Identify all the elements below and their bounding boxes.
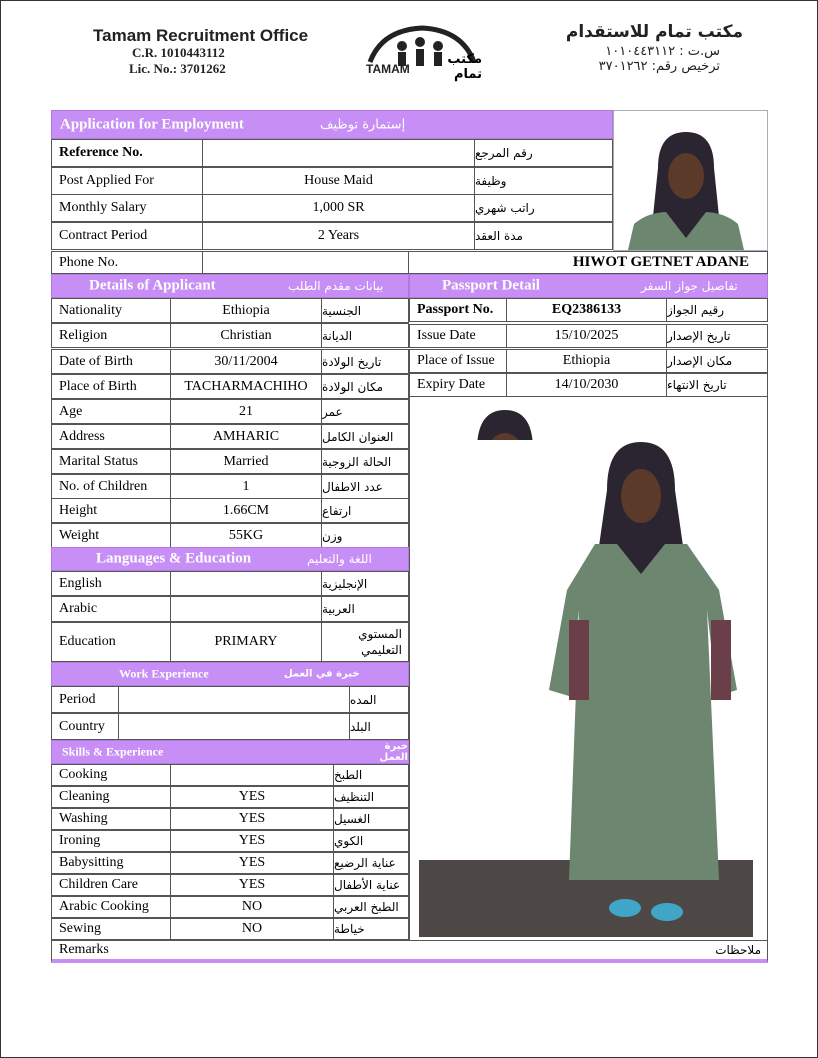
work-title-bar <box>51 662 409 686</box>
applicant-row-label: Weight <box>51 523 171 548</box>
skills-row-value: YES <box>170 852 334 874</box>
application-title-ar: إستمارة توظيف <box>320 117 406 132</box>
license-number-en: Lic. No.: 3701262 <box>129 61 226 76</box>
applicant-row-label-ar: عدد الاطفال <box>321 474 409 499</box>
work-row-label-ar: المده <box>349 686 409 713</box>
applicant-full-name: HIWOT GETNET ADANE <box>408 251 768 274</box>
languages-row-label: English <box>51 571 171 596</box>
applicant-row-value: AMHARIC <box>170 424 322 449</box>
passport-row-value: 15/10/2025 <box>506 324 667 348</box>
languages-row-value: PRIMARY <box>170 622 322 662</box>
languages-title-en: Languages & Education <box>96 550 252 567</box>
work-row-value <box>118 713 350 740</box>
skills-title-ar: خبرة العمل <box>379 741 408 763</box>
passport-row-label: Issue Date <box>409 324 507 348</box>
application-row-label: Post Applied For <box>51 167 203 195</box>
skills-row-label: Cooking <box>51 764 171 786</box>
application-row-label: Reference No. <box>51 139 203 167</box>
applicant-row-label: Nationality <box>51 298 171 323</box>
skills-row-label-ar: عناية الأطفال <box>333 874 409 896</box>
applicant-row-label-ar: ارتفاع <box>321 498 409 523</box>
applicant-row-label: Religion <box>51 323 171 348</box>
skills-row-value <box>170 764 334 786</box>
applicant-row-label: Place of Birth <box>51 374 171 399</box>
applicant-row-label: Age <box>51 399 171 424</box>
passport-row-label: Expiry Date <box>409 373 507 397</box>
skills-row-value: YES <box>170 830 334 852</box>
skills-row-label: Washing <box>51 808 171 830</box>
applicant-title-en: Details of Applicant <box>89 277 216 294</box>
remarks-label: Remarks <box>59 942 109 957</box>
phone-value <box>202 251 409 274</box>
languages-row-value <box>170 596 322 622</box>
full-body-photo <box>419 440 753 937</box>
applicant-row-value: TACHARMACHIHO <box>170 374 322 399</box>
application-row-label-ar: وظيفة <box>474 167 613 195</box>
passport-row-label-ar: مكان الإصدار <box>666 349 768 373</box>
applicant-title-ar: بيانات مقدم الطلب <box>288 279 384 293</box>
application-row-label-ar: رقم المرجع <box>474 139 613 167</box>
applicant-row-label-ar: وزن <box>321 523 409 548</box>
applicant-row-value: 55KG <box>170 523 322 548</box>
work-title-en: Work Experience <box>119 666 209 681</box>
remarks-label-ar: ملاحظات <box>715 943 761 957</box>
skills-row-label: Cleaning <box>51 786 171 808</box>
application-row-label: Monthly Salary <box>51 194 203 222</box>
work-row-label: Country <box>51 713 119 740</box>
skills-title-en: Skills & Experience <box>62 744 164 759</box>
skills-row-label: Ironing <box>51 830 171 852</box>
languages-row-label: Education <box>51 622 171 662</box>
portrait-photo <box>628 128 744 250</box>
languages-row-value <box>170 571 322 596</box>
application-row-value: House Maid <box>202 167 475 195</box>
skills-title-bar <box>51 740 409 764</box>
skills-row-label-ar: خياطة <box>333 918 409 940</box>
skills-row-label-ar: التنظيف <box>333 786 409 808</box>
applicant-title-bar <box>51 274 409 298</box>
applicant-row-value: 1.66CM <box>170 498 322 523</box>
applicant-row-label: No. of Children <box>51 474 171 499</box>
application-row-label-ar: مدة العقد <box>474 222 613 250</box>
applicant-row-value: Married <box>170 449 322 474</box>
languages-title-bar <box>51 547 409 571</box>
cr-number-en: C.R. 1010443112 <box>132 45 225 60</box>
languages-row-label-ar: المستوي التعليمي <box>321 622 409 662</box>
work-row-label-ar: البلد <box>349 713 409 740</box>
passport-title-en: Passport Detail <box>442 277 540 294</box>
applicant-row-value: Christian <box>170 323 322 348</box>
application-title-en: Application for Employment <box>60 116 244 132</box>
applicant-row-label-ar: الحالة الزوجية <box>321 449 409 474</box>
work-row-value <box>118 686 350 713</box>
license-number-ar: ترخيص رقم: ٣٧٠١٢٦٢ <box>598 59 720 74</box>
applicant-row-value: 21 <box>170 399 322 424</box>
skills-row-label: Babysitting <box>51 852 171 874</box>
logo-text-en: TAMAM <box>366 62 410 76</box>
skills-row-value: YES <box>170 786 334 808</box>
passport-row-label: Place of Issue <box>409 349 507 373</box>
applicant-row-label-ar: العنوان الكامل <box>321 424 409 449</box>
skills-row-value: YES <box>170 808 334 830</box>
skills-row-label-ar: الطبخ <box>333 764 409 786</box>
passport-title-ar: تفاصيل جواز السفر <box>641 279 738 293</box>
phone-label: Phone No. <box>51 251 203 274</box>
languages-row-label-ar: العربية <box>321 596 409 622</box>
applicant-row-label: Height <box>51 498 171 523</box>
skills-row-label: Children Care <box>51 874 171 896</box>
applicant-row-value: Ethiopia <box>170 298 322 323</box>
applicant-row-label-ar: الجنسية <box>321 298 409 323</box>
skills-row-label: Arabic Cooking <box>51 896 171 918</box>
work-title-ar: خبرة في العمل <box>284 668 360 680</box>
office-name-en: Tamam Recruitment Office <box>93 26 309 45</box>
office-name-ar: مكتب تمام للاستقدام <box>565 22 743 42</box>
skills-row-value: NO <box>170 896 334 918</box>
skills-row-label-ar: الكوي <box>333 830 409 852</box>
passport-row-label-ar: تاريخ الإصدار <box>666 324 768 348</box>
applicant-row-label-ar: الديانة <box>321 323 409 348</box>
skills-row-label-ar: الطبخ العربي <box>333 896 409 918</box>
passport-row-value: EQ2386133 <box>506 298 667 322</box>
applicant-row-label-ar: تاريخ الولادة <box>321 349 409 374</box>
languages-title-ar: اللغة والتعليم <box>307 552 372 566</box>
passport-row-label-ar: تاريخ الانتهاء <box>666 373 768 397</box>
office-logo <box>362 22 482 80</box>
application-title-bar <box>51 110 613 139</box>
skills-row-value: YES <box>170 874 334 896</box>
applicant-row-label-ar: مكان الولادة <box>321 374 409 399</box>
languages-row-label-ar: الإنجليزية <box>321 571 409 596</box>
applicant-row-label: Marital Status <box>51 449 171 474</box>
application-row-label: Contract Period <box>51 222 203 250</box>
languages-row-label: Arabic <box>51 596 171 622</box>
passport-title-bar <box>409 274 768 298</box>
work-row-label: Period <box>51 686 119 713</box>
applicant-row-label: Address <box>51 424 171 449</box>
cr-number-ar: س.ت : ١٠١٠٤٤٣١١٢ <box>605 44 720 59</box>
application-row-value: 2 Years <box>202 222 475 250</box>
applicant-row-label-ar: عمر <box>321 399 409 424</box>
applicant-row-label: Date of Birth <box>51 349 171 374</box>
skills-row-label-ar: عناية الرضيع <box>333 852 409 874</box>
logo-text-ar: مكتب تمام <box>447 52 482 82</box>
skills-row-value: NO <box>170 918 334 940</box>
skills-row-label-ar: الغسيل <box>333 808 409 830</box>
application-row-value: 1,000 SR <box>202 194 475 222</box>
remarks-row <box>51 940 768 963</box>
application-row-value <box>202 139 475 167</box>
application-row-label-ar: راتب شهري <box>474 194 613 222</box>
applicant-row-value: 1 <box>170 474 322 499</box>
passport-row-label: Passport No. <box>409 298 507 322</box>
passport-row-value: 14/10/2030 <box>506 373 667 397</box>
passport-row-value: Ethiopia <box>506 349 667 373</box>
skills-row-label: Sewing <box>51 918 171 940</box>
passport-row-label-ar: رقيم الجواز <box>666 298 768 322</box>
applicant-row-value: 30/11/2004 <box>170 349 322 374</box>
